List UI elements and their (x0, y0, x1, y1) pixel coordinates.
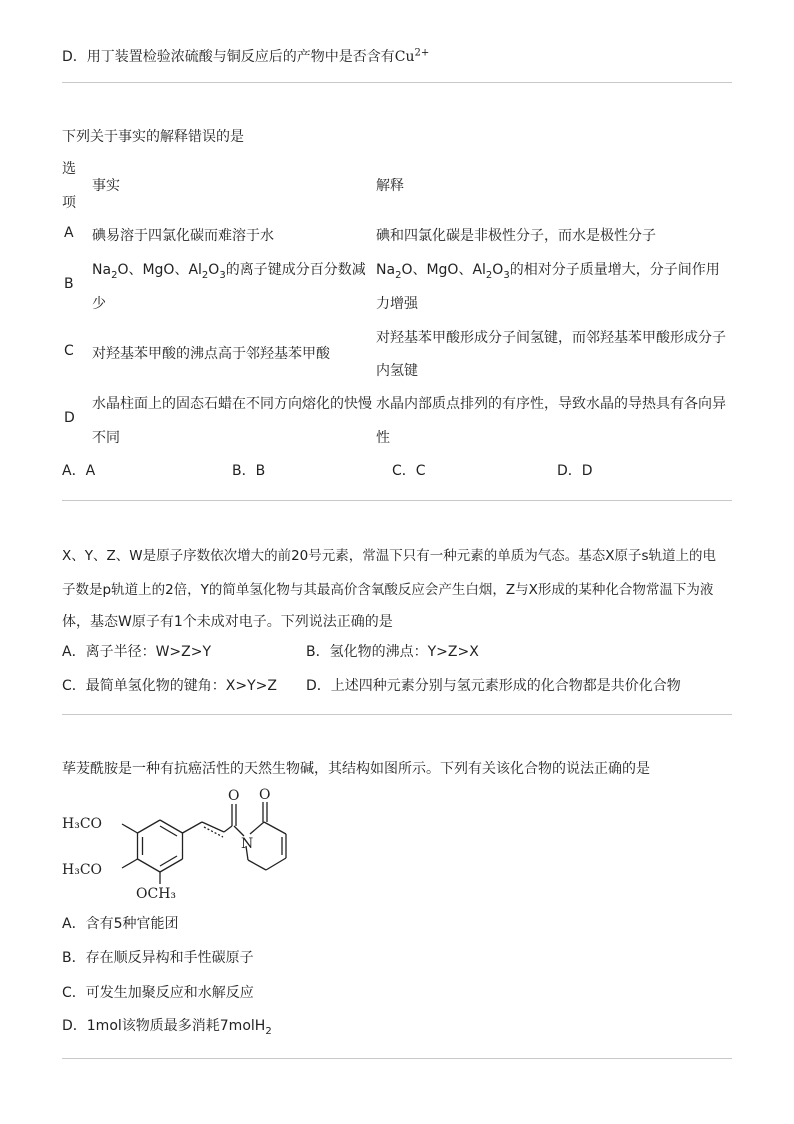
row-d-fact-line1: 水晶柱面上的固态石蜡在不同方向熔化的快慢 (92, 396, 372, 412)
q1-option-b[interactable]: B．B (232, 463, 266, 479)
row-a-fact: 碘易溶于四氯化碳而难溶于水 (92, 228, 274, 244)
row-b-fact-line2: 少 (92, 296, 106, 312)
q2-option-a[interactable]: A．离子半径：W>Z>Y (62, 644, 212, 660)
atom-o-ring: O (259, 787, 271, 803)
row-b-fact-line1 (92, 259, 366, 279)
q1-option-d[interactable]: D．D (557, 463, 593, 479)
row-b-fact-part: O、MgO、Al (117, 262, 202, 278)
q2-stem-line2: 子数是p轨道上的2倍，Y的简单氢化物与其最高价含氧酸反应会产生白烟，Z与X形成的某种化合物常温下为液 (62, 582, 714, 598)
q3-option-d[interactable] (62, 1015, 272, 1035)
row-b-exp-part: Na (376, 262, 396, 278)
ion-cu: Cu (394, 49, 415, 65)
row-b-exp-part: O (492, 262, 504, 278)
q3-option-d-sub: 2 (265, 1025, 272, 1037)
q3-stem: 荜茇酰胺是一种有抗癌活性的天然生物碱，其结构如图所示。下列有关该化合物的说法正确的是 (62, 761, 650, 777)
q2-stem-line1: X、Y、Z、W是原子序数依次增大的前20号元素，常温下只有一种元素的单质为气态。基态X原子s轨道上的电 (62, 548, 717, 564)
q3-option-c[interactable]: C．可发生加聚反应和水解反应 (62, 985, 254, 1001)
row-b-fact-part: 的离子键成分百分数减 (225, 262, 366, 278)
row-b-fact-sub: 2 (111, 269, 118, 281)
row-d-label: D (64, 410, 75, 426)
row-b-explanation-line1 (376, 259, 720, 279)
row-b-fact-sub: 3 (219, 269, 226, 281)
row-b-explanation-line2: 力增强 (376, 296, 418, 312)
row-b-exp-sub: 2 (485, 269, 493, 281)
q2-stem-line3: 体，基态W原子有1个未成对电子。下列说法正确的是 (62, 614, 393, 630)
prev-option-d-text: D．用丁装置检验浓硫酸与铜反应后的产物中是否含有 (62, 49, 395, 65)
row-b-fact-part: O (208, 262, 220, 278)
q1-option-c[interactable]: C．C (392, 463, 426, 479)
row-b-exp-sub: 3 (503, 269, 510, 281)
row-c-label: C (64, 343, 74, 359)
row-a-label: A (64, 225, 74, 241)
row-b-fact-part: Na (92, 262, 112, 278)
q2-option-c[interactable]: C．最简单氢化物的键角：X>Y>Z (62, 678, 277, 694)
q2-option-d[interactable]: D．上述四种元素分别与氢元素形成的化合物都是共价化合物 (306, 678, 681, 694)
q3-option-d-text: D．1mol该物质最多消耗7molH (62, 1018, 266, 1034)
row-b-fact-sub: 2 (201, 269, 209, 281)
row-c-explanation-line2: 内氢键 (376, 363, 418, 379)
q2-option-b[interactable]: B．氢化物的沸点：Y>Z>X (306, 644, 479, 660)
row-d-fact-line2: 不同 (92, 430, 120, 446)
atom-o-carbonyl: O (228, 788, 240, 804)
label-h3co-top: H₃CO (62, 816, 103, 832)
label-h3co-mid: H₃CO (62, 862, 103, 878)
row-b-exp-part: O、MgO、Al (401, 262, 486, 278)
q3-option-a[interactable]: A．含有5种官能团 (62, 916, 179, 932)
q1-option-a[interactable]: A．A (62, 463, 96, 479)
label-och3: OCH₃ (136, 886, 177, 902)
chemical-structure (60, 782, 320, 908)
row-c-fact: 对羟基苯甲酸的沸点高于邻羟基苯甲酸 (92, 346, 330, 362)
row-d-explanation-line1: 水晶内部质点排列的有序性，导致水晶的导热具有各向异 (376, 396, 726, 412)
q1-stem: 下列关于事实的解释错误的是 (62, 129, 244, 145)
row-c-explanation-line1: 对羟基苯甲酸形成分子间氢键，而邻羟基苯甲酸形成分子 (376, 330, 726, 346)
table-header-explanation: 解释 (376, 178, 404, 194)
divider (62, 714, 732, 715)
table-header-fact: 事实 (92, 178, 120, 194)
atom-n: N (241, 836, 254, 852)
row-b-label: B (64, 276, 74, 292)
divider (62, 82, 732, 83)
q3-option-b[interactable]: B．存在顺反异构和手性碳原子 (62, 950, 254, 966)
divider (62, 1058, 732, 1059)
divider (62, 500, 732, 501)
table-header-col1-line1: 选 (62, 161, 76, 177)
row-b-exp-sub: 2 (395, 269, 402, 281)
row-d-explanation-line2: 性 (376, 430, 390, 446)
ion-charge: 2+ (414, 47, 430, 59)
row-a-explanation: 碘和四氯化碳是非极性分子，而水是极性分子 (376, 228, 656, 244)
prev-option-d (62, 46, 429, 66)
row-b-exp-part: 的相对分子质量增大，分子间作用 (509, 262, 720, 278)
table-header-col1-line2: 项 (62, 195, 76, 211)
